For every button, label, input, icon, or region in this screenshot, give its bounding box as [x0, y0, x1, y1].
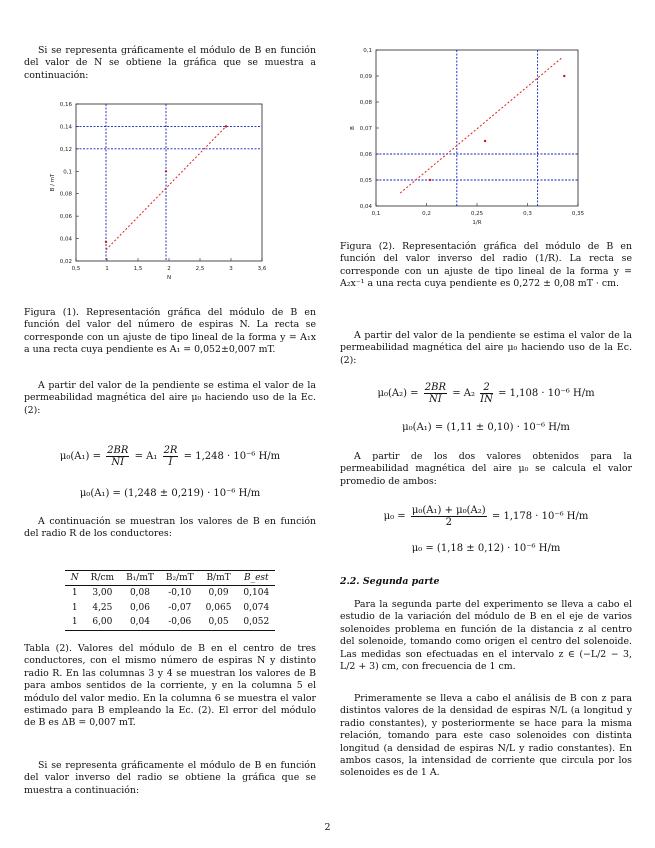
left-paragraph-1: Si se representa gráficamente el módulo de B en función del valor de N se obtiene la gráfica que se muestra a continuación: [24, 45, 316, 81]
x-tick-label: 0,1 [371, 211, 381, 217]
y-tick-label: 0,14 [59, 124, 72, 131]
data-point [563, 75, 565, 77]
equation-3: μ₀(A₂) = $\frac{2BR}{NI}$ = A₂ $\frac{2}{IN}$ = 1,108 · 10⁻⁶ H/m [377, 382, 595, 405]
x-tick-label: 0,5 [71, 266, 81, 272]
table-header: B_est [243, 573, 269, 583]
y-tick-label: 0,09 [359, 74, 372, 80]
figure-1-chart [40, 96, 280, 286]
data-table [65, 570, 275, 631]
table-header: B₁/mT [126, 573, 154, 583]
right-paragraph-3: Para la segunda parte del experimento se lleva a cabo el estudio de la variación del módulo de B en el eje de varios solenoides problema en función de la distancia z al centro del solenoide, tomando como origen el centro del solenoide. Las medidas son efectuadas en el intervalo z ∈ (−L/2 − 3, L/2 + 3) cm, con frecuencia de 1 cm. [340, 599, 632, 673]
y-tick-label: 0,1 [63, 169, 72, 176]
data-point [105, 241, 107, 243]
equation-5: μ₀ = $\frac{\text{μ₀(A₁) + μ₀(A₂)}}{2}$ = 1,178 · 10⁻⁶ H/m [383, 505, 589, 528]
y-tick-label: 0,08 [359, 100, 372, 106]
figure-2-chart [346, 42, 591, 232]
y-axis-label: B [350, 126, 356, 130]
section-heading: 2.2. Segunda parte [340, 576, 440, 587]
x-axis-label: N [166, 275, 172, 281]
equation-6: μ₀ = (1,18 ± 0,12) · 10⁻⁶ H/m [411, 543, 561, 554]
table-header: B₂/mT [165, 573, 194, 583]
right-paragraph-4: Primeramente se lleva a cabo el análisis de B con z para distintos valores de la densidad de espiras N/L (a longitud y radio constantes), y posteriormente se hace para la misma relación, tomando para este caso solenoides con distinta longitud (a densidad de espiras N/L y radio constantes). En ambos casos, la intensidad de corriente que circula por los solenoides es de 1 A. [340, 693, 632, 779]
y-tick-label: 0,16 [59, 102, 72, 108]
equation-1: μ₀(A₁) = $\frac{2BR}{NI}$ = A₁ $\frac{2R}{I}$ = 1,248 · 10⁻⁶ H/m [59, 445, 281, 468]
x-tick-label: 0,25 [470, 211, 484, 217]
x-axis-label: 1/R [472, 220, 482, 226]
x-tick-label: 0,2 [422, 211, 431, 217]
y-tick-label: 0,05 [359, 178, 372, 184]
data-point [165, 170, 167, 172]
figure-1-caption: Figura (1). Representación gráfica del módulo de B en función del valor del número de espiras N. La recta se corresponde con un ajuste de tipo lineal de la forma y = A₁x a una recta cuya pendiente es A₁ = 0,052±0,007 mT. [24, 307, 316, 356]
table-header-row [65, 571, 275, 586]
y-tick-label: 0,04 [359, 204, 372, 210]
data-point [429, 179, 431, 181]
left-paragraph-2: A partir del valor de la pendiente se estima el valor de la permeabilidad magnética del aire μ₀ haciendo uso de la Ec. (2): [24, 380, 316, 416]
figure-2-caption: Figura (2). Representación gráfica del módulo de B en función del valor inverso del radio (1/R). La recta se corresponde con un ajuste de tipo lineal de la forma y = A₂x⁻¹ a una recta cuya pendiente es 0,272 ± 0,08 mT · cm. [340, 241, 632, 290]
data-point [484, 140, 486, 142]
page-number: 2 [324, 822, 331, 833]
equation-4: μ₀(A₁) = (1,11 ± 0,10) · 10⁻⁶ H/m [402, 422, 570, 433]
x-tick-label: 1 [105, 266, 109, 272]
x-tick-label: 0,3 [523, 211, 532, 217]
x-tick-label: 3 [229, 266, 233, 272]
table-header: B/mT [206, 573, 231, 583]
plot-frame [376, 50, 578, 206]
x-tick-label: 3,6 [257, 266, 267, 272]
y-tick-label: 0,12 [59, 146, 72, 153]
table-row: 1 6,00 0,04 -0,06 0,05 0,052 [65, 615, 275, 630]
left-paragraph-4: Si se representa gráficamente el módulo de B en función del valor inverso del radio se obtiene la gráfica que se muestra a continuación: [24, 760, 316, 796]
data-table-container [24, 570, 316, 631]
table-header: R/cm [90, 573, 115, 583]
table-row: 1 4,25 0,06 -0,07 0,065 0,074 [71, 602, 270, 613]
left-paragraph-3: A continuación se muestran los valores de B en función del radio R de los conductores: [24, 516, 316, 540]
table-row: 1 3,00 0,08 -0,10 0,09 0,104 [71, 588, 270, 599]
x-tick-label: 1,5 [133, 266, 143, 272]
y-axis-label: B / mT [50, 173, 56, 192]
left-column [24, 45, 316, 82]
x-tick-label: 0,35 [571, 211, 585, 217]
x-tick-label: 2,5 [195, 266, 205, 272]
y-tick-label: 0,06 [59, 214, 72, 221]
table-caption: Tabla (2). Valores del módulo de B en el centro de tres conductores, con el mismo número de espiras N y distinto radio R. En las columnas 3 y 4 se muestran los valores de B para ambos sentidos de la corriente, y en la columna 5 el módulo del valor medio. En la columna 6 se muestra el valor estimado para B empleando la Ec. (2). El error del módulo de B es ΔB = 0,007 mT. [24, 643, 316, 729]
equation-2: μ₀(A₁) = (1,248 ± 0,219) · 10⁻⁶ H/m [79, 488, 261, 499]
y-tick-label: 0,1 [363, 48, 372, 54]
y-tick-label: 0,07 [359, 126, 372, 132]
y-tick-label: 0,08 [59, 191, 72, 198]
table-header: N [70, 573, 79, 583]
x-tick-label: 2 [167, 266, 171, 272]
data-point [225, 125, 227, 127]
y-tick-label: 0,06 [359, 152, 372, 158]
right-paragraph-2: A partir de los dos valores obtenidos para la permeabilidad magnética del aire μ₀ se calcula el valor promedio de ambos: [340, 451, 632, 487]
plot-frame [76, 104, 262, 261]
y-tick-label: 0,02 [59, 259, 72, 265]
right-paragraph-1: A partir del valor de la pendiente se estima el valor de la permeabilidad magnética del aire μ₀ haciendo uso de la Ec. (2): [340, 330, 632, 366]
y-tick-label: 0,04 [59, 236, 72, 243]
